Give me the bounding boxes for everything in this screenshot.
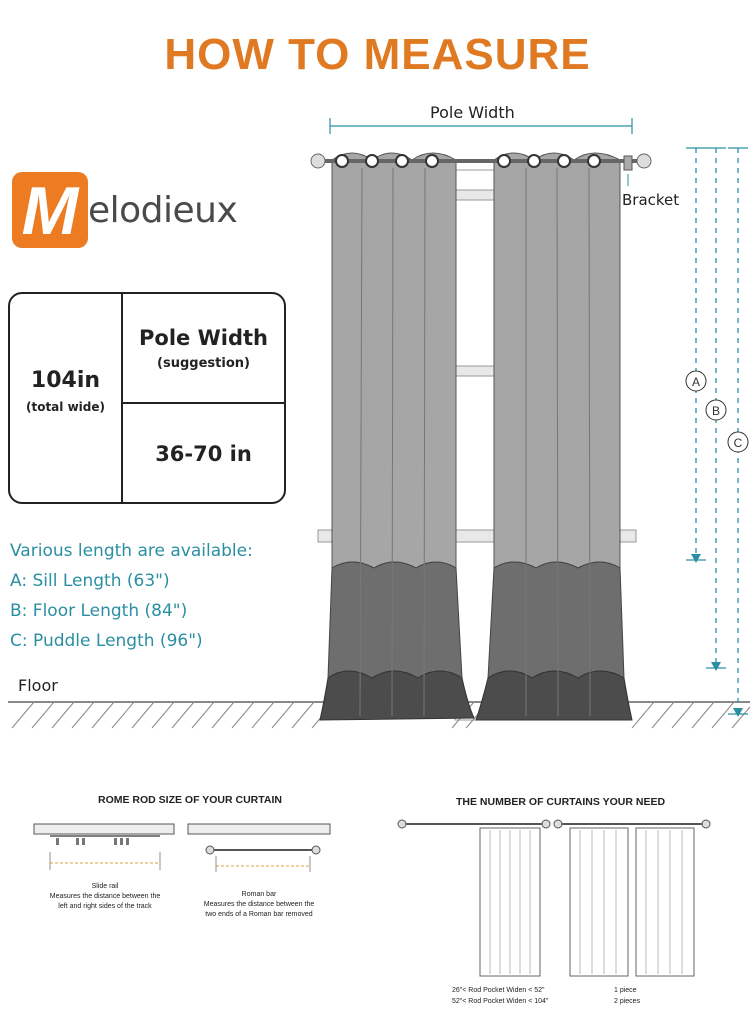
bracket-label: Bracket xyxy=(622,191,680,209)
right-curtain xyxy=(476,153,632,720)
pole-width-label: Pole Width xyxy=(430,103,515,122)
single-curtain-illustration xyxy=(398,820,550,976)
lengths-intro: Various length are available: xyxy=(10,541,253,561)
curtain-count-title: THE NUMBER OF CURTAINS YOUR NEED xyxy=(456,796,666,808)
roman-bar-desc-2: two ends of a Roman bar removed xyxy=(205,911,313,918)
count-rule-2-value: 2 pieces xyxy=(614,998,641,1005)
total-width-value: 104in xyxy=(30,368,101,393)
marker-a: A xyxy=(691,375,701,389)
count-rule-2: 52"< Rod Pocket Widen < 104" xyxy=(452,998,549,1005)
slide-rail-desc-2: left and right sides of the track xyxy=(58,903,152,910)
count-rule-1-value: 1 piece xyxy=(614,987,637,994)
curtain-count-diagram xyxy=(392,814,722,984)
measurement-arrowheads xyxy=(691,554,743,717)
measurement-top-ticks xyxy=(686,148,748,714)
length-option-b: B: Floor Length (84") xyxy=(10,601,188,621)
marker-c: C xyxy=(733,436,743,450)
slide-rail-illustration xyxy=(34,824,174,870)
length-option-c: C: Puddle Length (96") xyxy=(10,631,203,651)
brand-logo-text: elodieux xyxy=(88,190,238,231)
two-curtains-illustration xyxy=(554,820,710,976)
roman-bar-name: Roman bar xyxy=(241,891,277,898)
rod-size-title: ROME ROD SIZE OF YOUR CURTAIN xyxy=(98,794,282,806)
slide-rail-desc-1: Measures the distance between the xyxy=(49,893,161,900)
slide-rail-name: Slide rail xyxy=(91,883,119,890)
length-option-a: A: Sill Length (63") xyxy=(10,571,170,591)
total-width-note: (total wide) xyxy=(25,400,105,414)
page-title: HOW TO MEASURE xyxy=(164,30,591,79)
logo-letter: M xyxy=(21,173,79,248)
roman-bar-illustration xyxy=(188,824,330,872)
left-curtain xyxy=(320,153,474,720)
pole-width-heading: Pole Width xyxy=(139,326,268,350)
rod-size-diagram xyxy=(30,818,350,878)
roman-bar-desc-1: Measures the distance between the xyxy=(203,901,315,908)
pole-width-value: 36-70 in xyxy=(155,442,252,466)
marker-b: B xyxy=(711,404,721,418)
count-rule-1: 26"< Rod Pocket Widen < 52" xyxy=(452,987,545,994)
pole-width-note: (suggestion) xyxy=(157,356,250,371)
length-measurement-lines xyxy=(696,148,738,714)
floor-label: Floor xyxy=(18,676,58,695)
